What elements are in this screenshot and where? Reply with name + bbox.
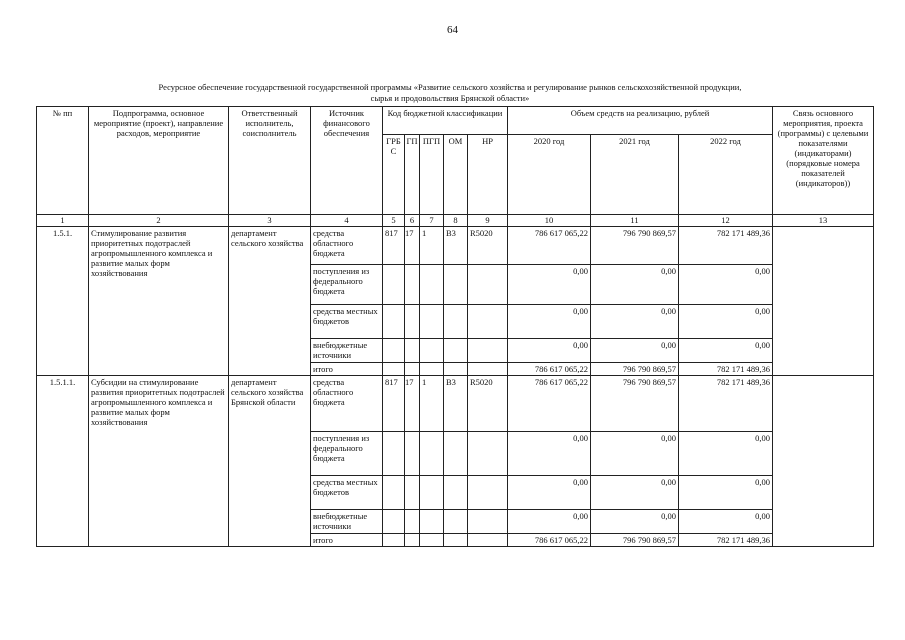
header-link: Связь основного мероприятия, проекта (программы) с целевыми показателями (индикаторами) (порядковые номера показателей (индикаторов)) bbox=[773, 107, 874, 215]
column-number: 5 bbox=[383, 215, 405, 227]
amount-2020: 0,00 bbox=[508, 432, 591, 476]
amount-2022: 0,00 bbox=[679, 510, 773, 534]
header-2021: 2021 год bbox=[591, 135, 679, 215]
row-source: поступления из федерального бюджета bbox=[311, 432, 383, 476]
column-number: 1 bbox=[37, 215, 89, 227]
amount-2021: 0,00 bbox=[591, 510, 679, 534]
row-grbs: 817 bbox=[383, 376, 405, 432]
column-number: 6 bbox=[405, 215, 420, 227]
column-number: 13 bbox=[773, 215, 874, 227]
header-executor: Ответственный исполнитель, соисполнитель bbox=[229, 107, 311, 215]
row-link bbox=[773, 227, 874, 376]
row-link bbox=[773, 376, 874, 547]
header-source: Источник финансового обеспечения bbox=[311, 107, 383, 215]
amount-2020: 0,00 bbox=[508, 476, 591, 510]
row-executor: департамент сельского хозяйства bbox=[229, 227, 311, 376]
row-pgp: 1 bbox=[420, 227, 444, 265]
header-gp: ГП bbox=[405, 135, 420, 215]
header-budget-code: Код бюджетной классификации bbox=[383, 107, 508, 135]
row-gp: 17 bbox=[405, 376, 420, 432]
row-source: средства местных бюджетов bbox=[311, 476, 383, 510]
page-number: 64 bbox=[447, 24, 458, 36]
amount-2020: 0,00 bbox=[508, 339, 591, 363]
row-name: Субсидии на стимулирование развития приоритетных подотраслей агропромышленного комплекса и развитие малых форм хозяйствования bbox=[89, 376, 229, 547]
row-name: Стимулирование развития приоритетных подотраслей агропромышленного комплекса и развитие малых форм хозяйствования bbox=[89, 227, 229, 376]
row-grbs: 817 bbox=[383, 227, 405, 265]
header-grbs: ГРБС bbox=[383, 135, 405, 215]
amount-2022: 0,00 bbox=[679, 305, 773, 339]
header-pgp: ПГП bbox=[420, 135, 444, 215]
amount-2021: 796 790 869,57 bbox=[591, 363, 679, 376]
row-executor: департамент сельского хозяйства Брянской области bbox=[229, 376, 311, 547]
row-source: итого bbox=[311, 363, 383, 376]
resource-table bbox=[36, 106, 874, 547]
amount-2022: 0,00 bbox=[679, 432, 773, 476]
amount-2022: 0,00 bbox=[679, 339, 773, 363]
header-volume: Объем средств на реализацию, рублей bbox=[508, 107, 773, 135]
header-num: № пп bbox=[37, 107, 89, 215]
row-source: поступления из федерального бюджета bbox=[311, 265, 383, 305]
row-np: R5020 bbox=[468, 376, 508, 432]
column-number: 12 bbox=[679, 215, 773, 227]
header-subprogram: Подпрограмма, основное мероприятие (проект), направление расходов, мероприятие bbox=[89, 107, 229, 215]
row-om: В3 bbox=[444, 227, 468, 265]
column-number: 3 bbox=[229, 215, 311, 227]
row-np: R5020 bbox=[468, 227, 508, 265]
column-number: 11 bbox=[591, 215, 679, 227]
row-source: средства областного бюджета bbox=[311, 376, 383, 432]
amount-2021: 796 790 869,57 bbox=[591, 534, 679, 547]
amount-2021: 0,00 bbox=[591, 305, 679, 339]
row-source: внебюджетные источники bbox=[311, 339, 383, 363]
amount-2022: 782 171 489,36 bbox=[679, 534, 773, 547]
column-number: 4 bbox=[311, 215, 383, 227]
amount-2022: 0,00 bbox=[679, 265, 773, 305]
column-number: 2 bbox=[89, 215, 229, 227]
row-source: средства областного бюджета bbox=[311, 227, 383, 265]
amount-2022: 0,00 bbox=[679, 476, 773, 510]
amount-2021: 0,00 bbox=[591, 476, 679, 510]
row-num: 1.5.1.1. bbox=[37, 376, 89, 547]
amount-2020: 786 617 065,22 bbox=[508, 376, 591, 432]
table-row bbox=[37, 227, 874, 265]
header-om: ОМ bbox=[444, 135, 468, 215]
column-number: 9 bbox=[468, 215, 508, 227]
amount-2021: 796 790 869,57 bbox=[591, 227, 679, 265]
row-source: внебюджетные источники bbox=[311, 510, 383, 534]
amount-2022: 782 171 489,36 bbox=[679, 363, 773, 376]
title-line-1: Ресурсное обеспечение государственной государственной программы «Развитие сельского хозяйства и регулирование рынков сельскохозяйственной продукции, bbox=[158, 82, 742, 92]
row-om: В3 bbox=[444, 376, 468, 432]
column-number: 8 bbox=[444, 215, 468, 227]
header-2022: 2022 год bbox=[679, 135, 773, 215]
row-source: средства местных бюджетов bbox=[311, 305, 383, 339]
amount-2020: 0,00 bbox=[508, 265, 591, 305]
amount-2022: 782 171 489,36 bbox=[679, 376, 773, 432]
title-line-2: сырья и продовольствия Брянской области» bbox=[370, 93, 530, 103]
document-title bbox=[100, 82, 800, 104]
column-number-row bbox=[37, 215, 874, 227]
header-2020: 2020 год bbox=[508, 135, 591, 215]
column-number: 10 bbox=[508, 215, 591, 227]
amount-2021: 0,00 bbox=[591, 339, 679, 363]
amount-2020: 0,00 bbox=[508, 305, 591, 339]
amount-2021: 0,00 bbox=[591, 432, 679, 476]
amount-2020: 786 617 065,22 bbox=[508, 534, 591, 547]
row-gp: 17 bbox=[405, 227, 420, 265]
row-pgp: 1 bbox=[420, 376, 444, 432]
row-num: 1.5.1. bbox=[37, 227, 89, 376]
amount-2020: 786 617 065,22 bbox=[508, 363, 591, 376]
row-source: итого bbox=[311, 534, 383, 547]
header-np: НР bbox=[468, 135, 508, 215]
amount-2022: 782 171 489,36 bbox=[679, 227, 773, 265]
amount-2021: 0,00 bbox=[591, 265, 679, 305]
table-row bbox=[37, 376, 874, 432]
column-number: 7 bbox=[420, 215, 444, 227]
amount-2020: 0,00 bbox=[508, 510, 591, 534]
amount-2020: 786 617 065,22 bbox=[508, 227, 591, 265]
amount-2021: 796 790 869,57 bbox=[591, 376, 679, 432]
header-row-1 bbox=[37, 107, 874, 135]
